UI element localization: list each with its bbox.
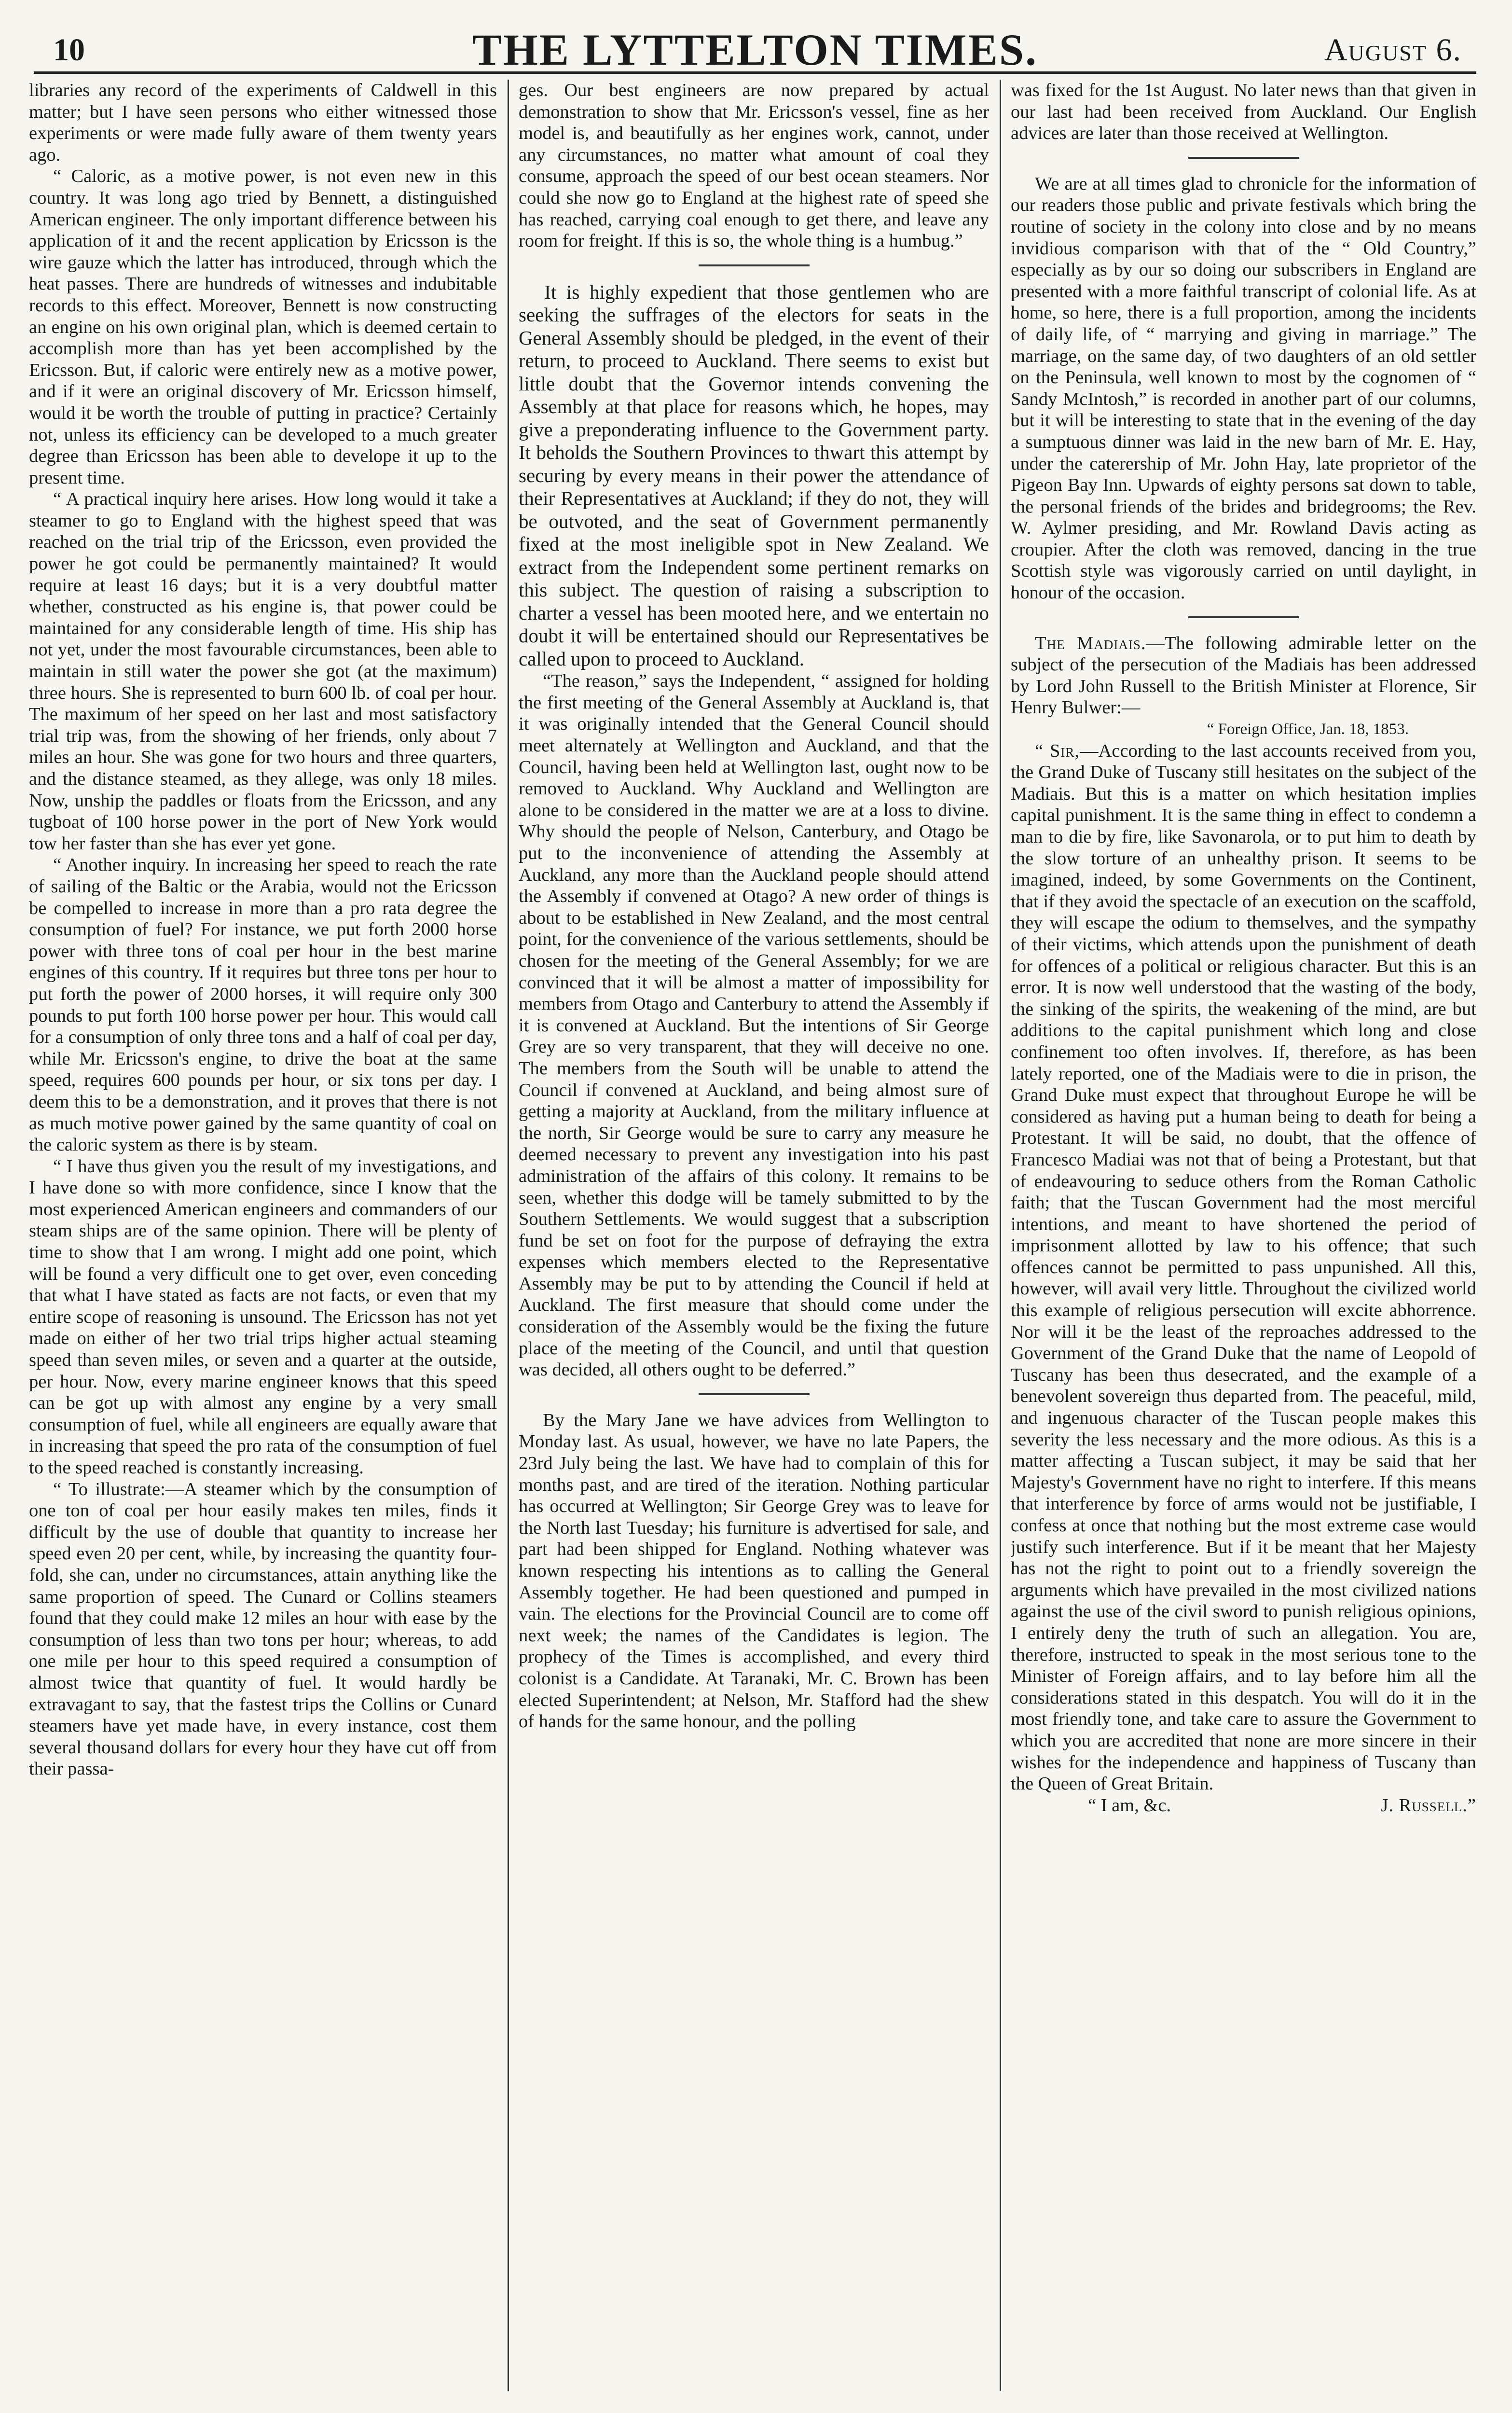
letter-closing: “ I am, &c. xyxy=(1088,1795,1171,1816)
column-2 xyxy=(519,80,989,2391)
newspaper-title: THE LYTTELTON TIMES. xyxy=(472,25,1038,74)
letter-salutation: “ Sir, xyxy=(1035,740,1080,761)
article-separator xyxy=(1188,616,1299,618)
paragraph: “ I have thus given you the result of my investigations, and I have done so with more confidence, since I know that the most experienced American engineers and commanders of our steam ships are of the same opinion. There will be plenty of time to show that I am wrong. I might add one point, which will be found a very difficult one to get over, even conceding that what I have stated as facts are not facts, or even that my entire scope of reasoning is unsound. The Ericsson has not yet made on either of her two trial trips higher actual steaming speed than seven miles, or seven and a quarter at the outside, per hour. Now, every marine engineer knows that this speed can be got up with almost any engine by a very small consumption of fuel, while all engineers are equally aware that in increasing that speed the pro rata of the consumption of fuel to the speed reached is constantly increasing. xyxy=(29,1156,497,1478)
madiais-intro: The Madiais.—The following admirable letter on the subject of the persecution of the Madiais has been addressed by Lord John Russell to the British Minister at Florence, Sir Henry Bulwer:— xyxy=(1011,633,1476,718)
paragraph: ges. Our best engineers are now prepared by actual demonstration to show that Mr. Ericsson's vessel, fine as her model is, and beautifully as her engines work, cannot, under any circumstances, no matter what amount of coal they consume, approach the speed of our best ocean steamers. Nor could she now go to England at the highest rate of speed she has reached, carrying coal enough to get there, and leave any room for freight. If this is so, the whole thing is a humbug.” xyxy=(519,80,989,251)
masthead xyxy=(34,14,1476,74)
paragraph: “ Caloric, as a motive power, is not even new in this country. It was long ago tried by Bennett, a distinguished American engineer. The only important difference between his application of it and the recent application by Ericsson is the wire gauze which the latter has introduced, through which the heat passes. There are hundreds of witnesses and indubitable records to this effect. Moreover, Bennett is now constructing an engine on his own original plan, which is deemed certain to accomplish more than has yet been accomplished by the Ericsson. But, if caloric were entirely new as a motive power, and if it were an original discovery of Mr. Ericsson himself, would it be worth the trouble of putting in practice? Certainly not, unless its efficiency can be developed to a much greater degree than Ericsson has been able to develope it up to the present time. xyxy=(29,166,497,488)
letter-signature: J. Russell.” xyxy=(1381,1795,1476,1816)
paragraph: “ A practical inquiry here arises. How long would it take a steamer to go to England with the highest speed that was reached on the trial trip of the Ericsson, even provided the power he got could be permanently maintained? It would require at least 16 days; but it is a very doubtful matter whether, constructed as his engine is, that power could be maintained for any considerable length of time. His ship has not yet, under the most favourable circumstances, been able to maintain in still water the power she got (at the maximum) three hours. She is represented to burn 600 lb. of coal per hour. The maximum of her speed on her last and most satisfactory trial trip was, from the showing of her friends, only about 7 miles an hour. She was gone for two hours and three quarters, and the distance steamed, as they allege, was only 18 miles. Now, unship the paddles or floats from the Ericsson, and any tugboat of 100 horse power in the port of New York would tow her faster than she has ever yet gone. xyxy=(29,489,497,854)
article-lead-paragraph: It is highly expedient that those gentlemen who are seeking the suffrages of the electors for seats in the General Assembly should be pledged, in the event of their return, to proceed to Auckland. There seems to exist but little doubt that the Governor intends convening the Assembly at that place for reasons which, he hopes, may give a preponderating influence to the Government party. It beholds the Southern Provinces to thwart this attempt by securing by every means in their power the attendance of their Representatives at Auckland; if they do not, they will be outvoted, and the seat of Government permanently fixed at the most ineligible spot in New Zealand. We extract from the Independent some pertinent remarks on this subject. The question of raising a subscription to charter a vessel has been mooted here, and we entertain no doubt it will be entertained should our Representatives be called upon to proceed to Auckland. xyxy=(519,280,989,670)
column-rule-1 xyxy=(508,80,509,2391)
issue-date: August 6. xyxy=(1324,32,1462,68)
letter-signoff xyxy=(1011,1795,1476,1817)
festival-paragraph: We are at all times glad to chronicle for the information of our readers those public and private festivals which bring the routine of society in the colony into close and by no means invidious comparison with that of the “ Old Country,” especially as by our so doing our subscribers in England are presented with a more faithful transcript of colonial life. As at home, so here, there is a full proportion, among the incidents of daily life, of “ marrying and giving in marriage.” The marriage, on the same day, of two daughters of an old settler on the Peninsula, well known to most by the cognomen of “ Sandy McIntosh,” is recorded in another part of our columns, but it will be interesting to state that in the evening of the day a sumptuous dinner was laid in the new barn of Mr. E. Hay, under the caterership of Mr. John Hay, late proprietor of the Pigeon Bay Inn. Upwards of eighty persons sat down to table, the personal friends of the brides and bridegrooms; the Rev. W. Aylmer presiding, and Mr. Rowland Davis acting as croupier. After the cloth was removed, dancing in the true Scottish style was vigorously carried on until daylight, in honour of the occasion. xyxy=(1011,173,1476,603)
column-1 xyxy=(29,80,497,2391)
article-separator xyxy=(699,1393,810,1395)
paragraph: “ To illustrate:—A steamer which by the consumption of one ton of coal per hour easily makes ten miles, finds it difficult by the use of double that quantity to increase her speed even 20 per cent, while, by increasing the quantity four-fold, she can, under no circumstances, attain anything like the same proportion of speed. The Cunard or Collins steamers found that they could make 12 miles an hour with ease by the consumption of less than two tons per hour; whereas, to add one mile per hour to this speed required a consumption of almost twice that quantity of fuel. It would hardly be extravagant to say, that the fastest trips the Collins or Cunard steamers have yet made have, in every instance, cost them several thousand dollars for every hour they have cut off from their passa- xyxy=(29,1479,497,1779)
article-heading: The Madiais. xyxy=(1035,633,1146,653)
letter-dateline: “ Foreign Office, Jan. 18, 1853. xyxy=(1207,721,1409,738)
paragraph: was fixed for the 1st August. No later news than that given in our last had been received from Auckland. Our English advices are later than those received at Wellington. xyxy=(1011,80,1476,144)
column-3 xyxy=(1011,80,1476,2391)
paragraph: “ Another inquiry. In increasing her speed to reach the rate of sailing of the Baltic or the Arabia, would not the Ericsson be compelled to increase in more than a pro rata degree the consumption of fuel? For instance, we put forth 2000 horse power with three tons of coal per hour in the best marine engines of this country. If it requires but three tons per hour to put forth the power of 2000 horses, it will require only 300 pounds to put forth 100 horse power per hour. This would call for a consumption of only three tons and a half of coal per day, while Mr. Ericsson's engine, to drive the boat at the same speed, requires 600 pounds per hour, or six tons per day. I deem this to be a demonstration, and it proves that there is not as much motive power gained by the same quantity of coal on the caloric system as there is by steam. xyxy=(29,855,497,1155)
column-rule-2 xyxy=(1000,80,1001,2391)
page-number: 10 xyxy=(53,32,85,68)
letter-body: “ Sir,—According to the last accounts received from you, the Grand Duke of Tuscany still hesitates on the subject of the Madiais. But this is a matter on which hesitation implies capital punishment. It is the same thing in effect to condemn a man to die by fire, like Savonarola, or to put him to death by the slow torture of an unhealthy prison. It seems to be imagined, indeed, by some Governments on the Continent, that if they avoid the spectacle of an execution on the scaffold, they will escape the odium to themselves, and the sympathy of their victims, which attends upon the punishment of death for offences of a political or religious character. But this is an error. It is now well understood that the wasting of the body, the sinking of the spirits, the weakening of the mind, are but additions to the capital punishment which long and close confinement too often involves. If, therefore, as has been lately reported, one of the Madiais were to die in prison, the Grand Duke must expect that throughout Europe he will be considered as having put a human being to death for being a Protestant. It will be said, no doubt, that the offence of Francesco Madiai was not that of being a Protestant, but that of endeavouring to seduce others from the Roman Catholic faith; that the Tuscan Government had the most merciful intentions, and meant to have shortened the period of imprisonment allotted by law to his offence; that such offences cannot be permitted to pass unpunished. All this, however, will avail very little. Throughout the civilized world this example of religious persecution will excite abhorrence. Nor will it be the least of the reproaches addressed to the Government of the Grand Duke that the name of Leopold of Tuscany has been thus desecrated, and the example of a benevolent sovereign thus departed from. The peaceful, mild, and ingenuous character of the Tuscan people makes this severity the less necessary and the more odious. As this is a matter affecting a Tuscan subject, it may be said that her Majesty's Government have no right to interfere. If this means that interference by force of arms would not be justifiable, I confess at once that nothing but the most extreme case would justify such interference. But if it be meant that her Majesty has not the right to point out to a friendly sovereign the arguments which have prevailed in the most civilized nations against the use of the civil sword to punish religious opinions, I entirely deny the truth of such an allegation. You are, therefore, instructed to speak in the most serious tone to the Minister of Foreign affairs, and to lay before him all the considerations stated in this despatch. You will do it in the most friendly tone, and take care to assure the Government to which you are accredited that none are more sincere in their wishes for the independence and happiness of Tuscany than the Queen of Great Britain. xyxy=(1011,740,1476,1794)
paragraph: libraries any record of the experiments of Caldwell in this matter; but I have seen persons who either witnessed those experiments or were made fully aware of them twenty years ago. xyxy=(29,80,497,165)
article-separator xyxy=(1188,157,1299,159)
news-paragraph: By the Mary Jane we have advices from Wellington to Monday last. As usual, however, we have no late Papers, the 23rd July being the last. We have had to complain of this for months past, and are tired of the iteration. Nothing particular has occurred at Wellington; Sir George Grey was to leave for the North last Tuesday; his furniture is advertised for sale, and part had been shipped for England. Nothing whatever was known respecting his intentions as to calling the General Assembly together. He had been questioned and pumped in vain. The elections for the Provincial Council are to come off next week; the names of the Candidates is legion. The prophecy of the Times is accomplished, and every third colonist is a Candidate. At Taranaki, Mr. C. Brown has been elected Superintendent; at Nelson, Mr. Stafford had the shew of hands for the same honour, and the polling xyxy=(519,1410,989,1732)
article-separator xyxy=(699,264,810,266)
paragraph: “The reason,” says the Independent, “ assigned for holding the first meeting of the General Assembly at Auckland is, that it was originally intended that the General Council should meet alternately at Wellington and Auckland, and that the Council, having been held at Wellington last, ought now to be removed to Auckland. Why Auckland and Wellington are alone to be considered in the matter we are at a loss to divine. Why should the people of Nelson, Canterbury, and Otago be put to the inconvenience of attending the Assembly at Auckland, any more than the Auckland people should attend the Assembly if convened at Otago? A new order of things is about to be established in New Zealand, and the most central point, for the convenience of the various settlements, should be chosen for the meeting of the General Assembly; for we are convinced that it will be almost a matter of impossibility for members from Otago and Canterbury to attend the Assembly if it is convened at Auckland. But the intentions of Sir George Grey are so very transparent, that they will deceive no one. The members from the South will be unable to attend the Council if convened at Auckland, and being almost sure of getting a majority at Auckland, from the military influence at the north, Sir George would be sure to carry any measure he deemed necessary to prevent any investigation into his past administration of the affairs of this colony. It remains to be seen, whether this dodge will be tamely submitted to by the Southern Settlements. We would suggest that a subscription fund be set on foot for the purpose of defraying the extra expenses which members elected to the Representative Assembly may be put to by attending the Council if held at Auckland. The first measure that should come under the consideration of the Assembly would be the fixing the future place of the meeting of the Council, and until that question was decided, all others ought to be deferred.” xyxy=(519,671,989,1380)
